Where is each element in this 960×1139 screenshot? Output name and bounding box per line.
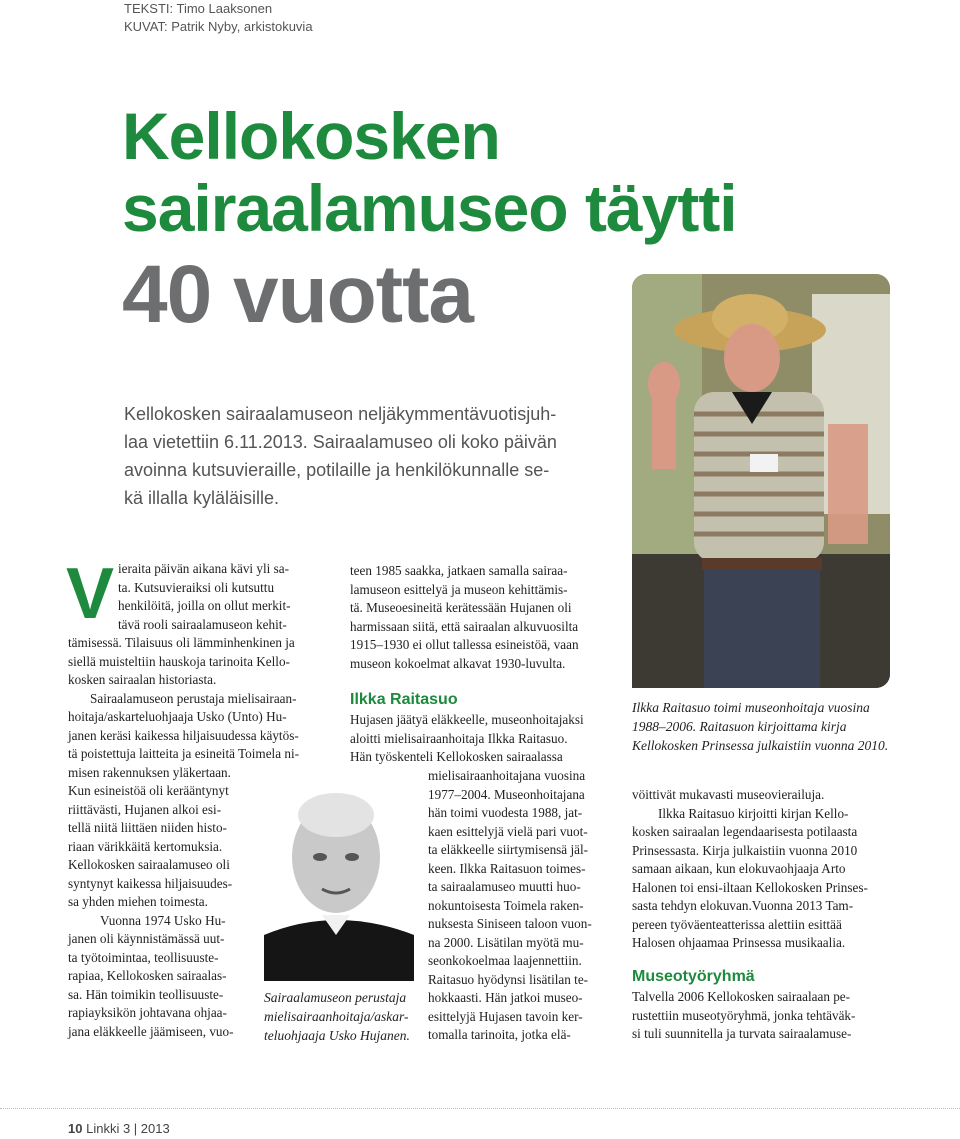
body-line: henkilöitä, joilla on ollut merkit-	[118, 598, 291, 613]
body-line: esittelyjä Hujasen tavoin ker-	[428, 1008, 583, 1024]
body-line: ta työtoimintaa, teollisuuste-	[68, 949, 219, 965]
column-2-top	[350, 562, 579, 673]
dropcap: V	[66, 554, 115, 634]
page-number: 10	[68, 1121, 83, 1136]
caption-line: teluohjaaja Usko Hujanen.	[264, 1028, 410, 1043]
body-line: museon kokoelmat alkavat 1930-luvulta.	[350, 655, 566, 671]
title-line-3: 40 vuotta	[122, 249, 473, 340]
body-line: rapiayksikön johtavana ohjaa-	[68, 1005, 227, 1020]
photo-credit: KUVAT: Patrik Nyby, arkistokuvia	[124, 19, 313, 34]
title-line-2: sairaalamuseo täytti	[122, 171, 737, 245]
footer-divider	[0, 1108, 960, 1109]
caption-line: Kellokosken Prinsessa julkaistiin vuonna 2010.	[632, 738, 889, 753]
subheading-museotyoryhma: Museotyöryhmä	[632, 968, 755, 985]
body-line: Halosen ohjaamaa Prinsessa musikaalia.	[632, 935, 846, 950]
body-line: rapiaa, Kellokosken sairaalas-	[68, 968, 227, 983]
caption-ilkka-raitasuo	[632, 698, 888, 755]
caption-line: mielisairaanhoitaja/askar-	[264, 1009, 409, 1024]
column-2-narrow	[428, 767, 592, 1045]
portrait-illustration	[632, 274, 890, 688]
body-line: misen rakennuksen yläkertaan.	[68, 764, 231, 780]
body-line: mielisairaanhoitajana vuosina	[428, 768, 586, 783]
body-line: riaan värikkäitä kertomuksia.	[68, 838, 223, 854]
caption-line: Sairaalamuseon perustaja	[264, 990, 407, 1005]
body-line: rustettiin museotyöryhmä, jonka tehtäväk-	[632, 1007, 856, 1023]
body-line: janen keräsi kaikessa hiljaisuudessa käytös-	[68, 727, 299, 743]
caption-line: 1988–2006. Raitasuon kirjoittama kirja	[632, 719, 847, 734]
body-line: seonkokoelmaa laajennettiin.	[428, 953, 582, 968]
lead-line: laa vietettiin 6.11.2013. Sairaalamuseo oli koko päivän	[124, 432, 557, 452]
body-line: hän toimi vuodesta 1988, jat-	[428, 805, 583, 820]
body-line: tä poistettuja laitteita ja esineitä Toimela ni-	[68, 746, 300, 761]
body-line: jana eläkkeelle jäämiseen, vuo-	[68, 1023, 234, 1039]
lead-line: avoinna kutsuvieraille, potilaille ja henkilökunnalle se-	[124, 460, 550, 480]
body-line: Hujasen jäätyä eläkkeelle, museonhoitajaksi	[350, 712, 584, 727]
page-footer	[68, 1121, 170, 1136]
body-line: kosken sairaalan legendaarisesta potilaasta	[632, 824, 858, 839]
body-line: ieraita päivän aikana kävi yli sa-	[118, 561, 289, 576]
title-line-1: Kellokosken	[122, 99, 500, 173]
credits	[124, 0, 313, 36]
body-line: sa yhden miehen toimesta.	[68, 894, 208, 909]
body-line: hokkaasti. Hän jatkoi museo-	[428, 990, 583, 1005]
body-line: syntynyt kaikessa hiljaisuudes-	[68, 875, 233, 891]
body-line: tävä rooli sairaalamuseon kehit-	[118, 616, 287, 632]
body-line: riittävästi, Hujanen alkoi esi-	[68, 801, 222, 817]
body-line: kosken sairaalan historiasta.	[68, 672, 217, 687]
body-line: tomalla tarinoita, jotka elä-	[428, 1027, 571, 1042]
body-line: Raitasuo hyödynsi lisätilan te-	[428, 971, 589, 987]
caption-line: Ilkka Raitasuo toimi museonhoitaja vuosina	[632, 700, 870, 715]
text-credit: TEKSTI: Timo Laaksonen	[124, 1, 273, 16]
body-line: sa. Hän toimikin teollisuuste-	[68, 986, 224, 1002]
body-line: Prinsessasta. Kirja julkaistiin vuonna 2010	[632, 842, 858, 858]
body-line: janen oli käynnistämässä uut-	[68, 931, 225, 946]
body-line: Kellokosken sairaalamuseo oli	[68, 857, 230, 872]
body-line: Sairaalamuseon perustaja mielisairaan-	[90, 690, 297, 706]
magazine-issue: Linkki 3 | 2013	[86, 1121, 170, 1136]
body-line: Vuonna 1974 Usko Hu-	[100, 912, 226, 928]
column-3-bottom	[632, 988, 855, 1044]
lead-line: kä illalla kyläläisille.	[124, 488, 280, 508]
body-line: tellä niitä liittäen niiden histo-	[68, 820, 227, 835]
body-line: ta eläkkeelle siirtymisensä jäl-	[428, 842, 589, 857]
column-2-mid	[350, 711, 584, 767]
body-line: pereen työväenteatterissa alettiin esittää	[632, 916, 842, 932]
column-1-indented	[118, 560, 291, 634]
column-3-top	[632, 786, 868, 953]
subheading-ilkka-raitasuo: Ilkka Raitasuo	[350, 691, 458, 708]
body-line: ta sairaalamuseo muutti huo-	[428, 879, 581, 894]
body-line: teen 1985 saakka, jatkaen samalla sairaa-	[350, 563, 568, 578]
lead-paragraph	[124, 400, 624, 512]
body-line: nokuntoisesta Toimela raken-	[428, 897, 584, 913]
body-line: kaen esittelyjä vielä pari vuot-	[428, 823, 588, 839]
body-line: 1977–2004. Museonhoitajana	[428, 786, 585, 802]
body-line: tämisessä. Tilaisuus oli lämminhenkinen ja	[68, 635, 295, 650]
body-line: vöittivät mukavasti museovierailuja.	[632, 787, 825, 802]
caption-usko-hujanen	[264, 988, 410, 1045]
body-line: Kun esineistöä oli kerääntynyt	[68, 783, 229, 798]
body-line: nuksesta Siniseen taloon vuon-	[428, 916, 592, 931]
body-line: Halonen toi ensi-iltaan Kellokosken Prinses-	[632, 879, 868, 895]
body-line: sasta tehdyn elokuvan.Vuonna 2013 Tam-	[632, 898, 854, 913]
body-line: hoitaja/askarteluohjaaja Usko (Unto) Hu-	[68, 709, 287, 724]
body-line: lamuseon esittelyä ja museon kehittämis-	[350, 581, 568, 597]
body-line: na 2000. Lisätilan myötä mu-	[428, 934, 584, 950]
body-line: Hän työskenteli Kellokosken sairaalassa	[350, 749, 563, 764]
body-line: keen. Ilkka Raitasuon toimes-	[428, 860, 586, 876]
body-line: si tuli suunnitella ja turvata sairaalamuse-	[632, 1026, 852, 1041]
photo-ilkka-raitasuo	[632, 274, 890, 688]
body-line: siellä muisteltiin hauskoja tarinoita Kello-	[68, 653, 290, 669]
body-line: tä. Museoesineitä kerätessään Hujanen oli	[350, 600, 572, 615]
body-line: harmissaan siitä, että sairaalan alkuvuosilta	[350, 618, 579, 634]
body-line: ta. Kutsuvieraiksi oli kutsuttu	[118, 579, 275, 595]
body-line: aloitti mielisairaanhoitaja Ilkka Raitasuo.	[350, 730, 568, 746]
body-line: samaan aikaan, kun elokuvaohjaaja Arto	[632, 861, 846, 876]
body-line: Talvella 2006 Kellokosken sairaalaan pe-	[632, 989, 851, 1004]
body-line: 1915–1930 ei ollut tallessa esineistöä, vaan	[350, 637, 579, 652]
body-line: Ilkka Raitasuo kirjoitti kirjan Kello-	[658, 805, 849, 821]
lead-line: Kellokosken sairaalamuseon neljäkymmentävuotisjuh-	[124, 404, 557, 424]
column-1-full	[68, 634, 299, 1041]
